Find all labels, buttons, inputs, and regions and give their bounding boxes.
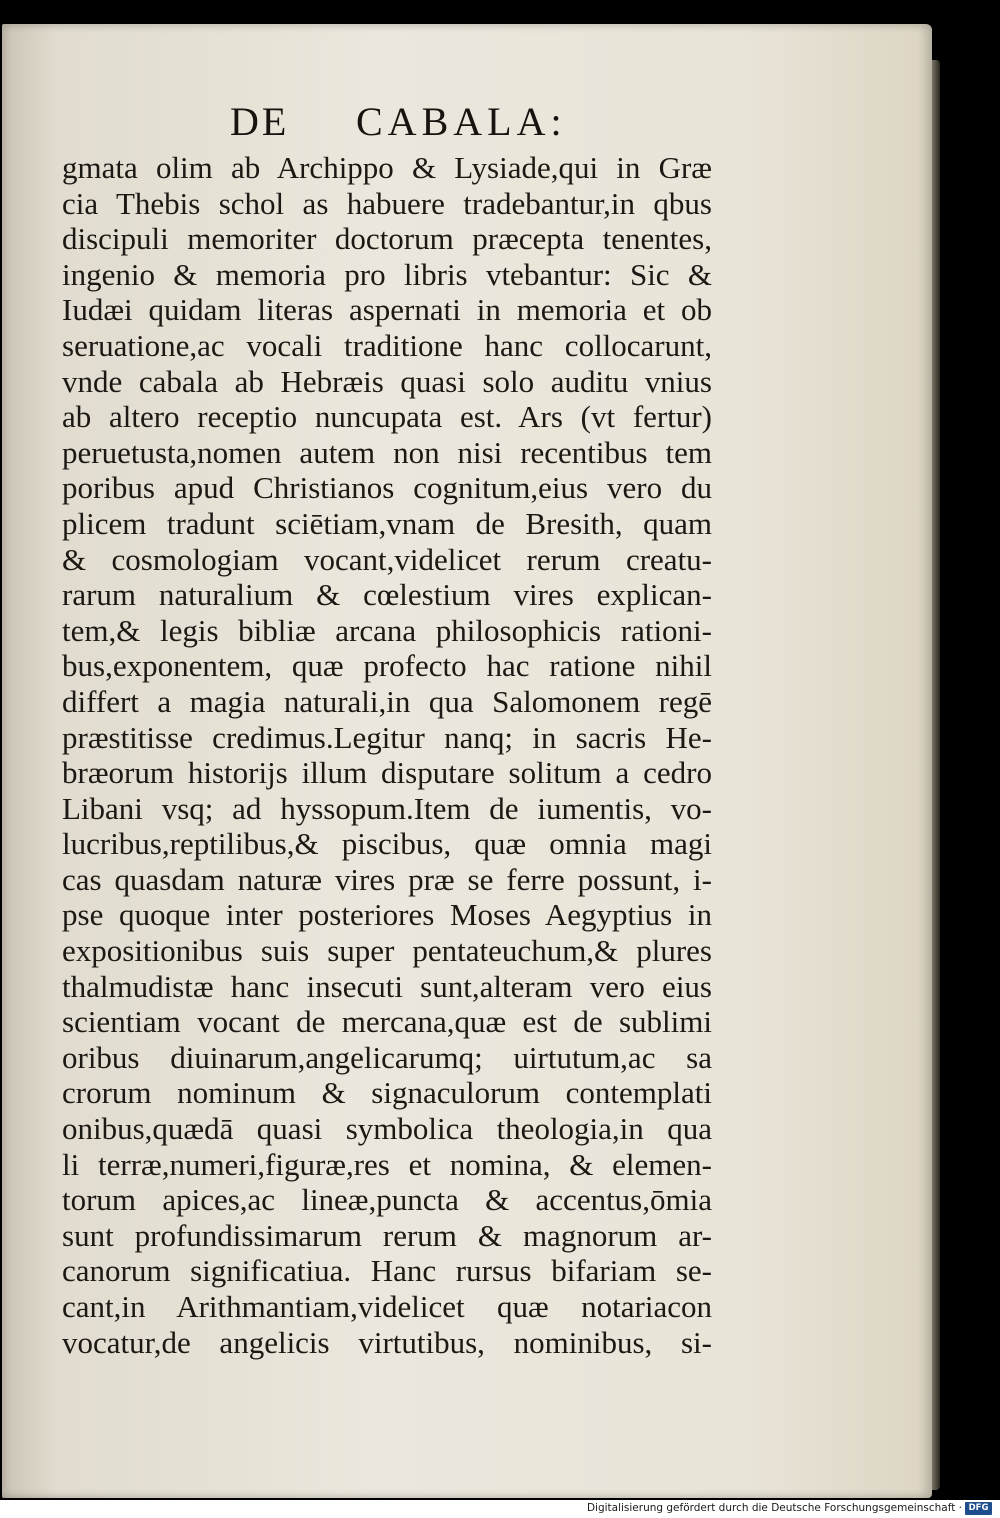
text-line: Libani vsq; ad hyssopum.Item de iumentis, vo- [62,790,712,826]
text-line: torum apices,ac lineæ,puncta & accentus,ōmia [62,1182,712,1218]
text-line: cas quasdam naturæ vires præ se ferre possunt, i- [62,861,712,897]
dfg-logo: DFG [965,1502,992,1515]
text-line: scientiam vocant de mercana,quæ est de sublimi [62,1004,712,1040]
text-line: pse quoque inter posteriores Moses Aegyptius in [62,897,712,933]
text-line: plicem tradunt sciētiam,vnam de Bresith, quam [62,505,712,541]
text-line: rarum naturalium & cœlestium vires explican- [62,577,712,613]
body-text [62,150,712,1360]
text-line: differt a magia naturali,in qua Salomonem regē [62,683,712,719]
text-line: canorum significatiua. Hanc rursus bifariam se- [62,1253,712,1289]
running-head-left: DE [230,99,290,144]
text-line: Iudæi quidam literas aspernati in memoria et ob [62,292,712,328]
running-head [230,98,590,148]
text-line: crorum nominum & signaculorum contemplati [62,1075,712,1111]
text-line: ingenio & memoria pro libris vtebantur: Sic & [62,256,712,292]
text-line: bræorum historijs illum disputare solitum a cedro [62,755,712,791]
text-line: cia Thebis schol as habuere tradebantur,in qbus [62,185,712,221]
text-line: tem,& legis bibliæ arcana philosophicis rationi- [62,612,712,648]
text-line: cant,in Arithmantiam,videlicet quæ notariacon [62,1289,712,1324]
text-line: thalmudistæ hanc insecuti sunt,alteram vero eius [62,968,712,1004]
text-line: gmata olim ab Archippo & Lysiade,qui in Græ [62,150,712,185]
text-line: expositionibus suis super pentateuchum,& plures [62,933,712,969]
text-line: onibus,quædā quasi symbolica theologia,in qua [62,1111,712,1147]
text-line: seruatione,ac vocali traditione hanc collocarunt, [62,327,712,363]
running-head-right: CABALA: [356,99,567,144]
digitization-credit: Digitalisierung gefördert durch die Deutsche Forschungsgemeinschaft · [586,1502,962,1514]
text-line: bus,exponentem, quæ profecto hac ratione nihil [62,648,712,684]
text-line: discipuli memoriter doctorum præcepta tenentes, [62,221,712,257]
text-line: vocatur,de angelicis virtutibus, nominibus, si- [62,1324,712,1360]
text-line: vnde cabala ab Hebræis quasi solo auditu vnius [62,363,712,399]
text-line: præstitisse credimus.Legitur nanq; in sacris He- [62,719,712,755]
page-edge-shadow [932,60,940,1490]
text-line: peruetusta,nomen autem non nisi recentibus tem [62,434,712,470]
text-line: poribus apud Christianos cognitum,eius vero du [62,470,712,506]
text-line: ab altero receptio nuncupata est. Ars (vt fertur) [62,399,712,435]
text-line: li terræ,numeri,figuræ,res et nomina, & elemen- [62,1146,712,1182]
text-line: sunt profundissimarum rerum & magnorum ar- [62,1217,712,1253]
text-line: oribus diuinarum,angelicarumq; uirtutum,ac sa [62,1039,712,1075]
text-line: lucribus,reptilibus,& piscibus, quæ omnia magi [62,826,712,862]
text-line: & cosmologiam vocant,videlicet rerum creatu- [62,541,712,577]
